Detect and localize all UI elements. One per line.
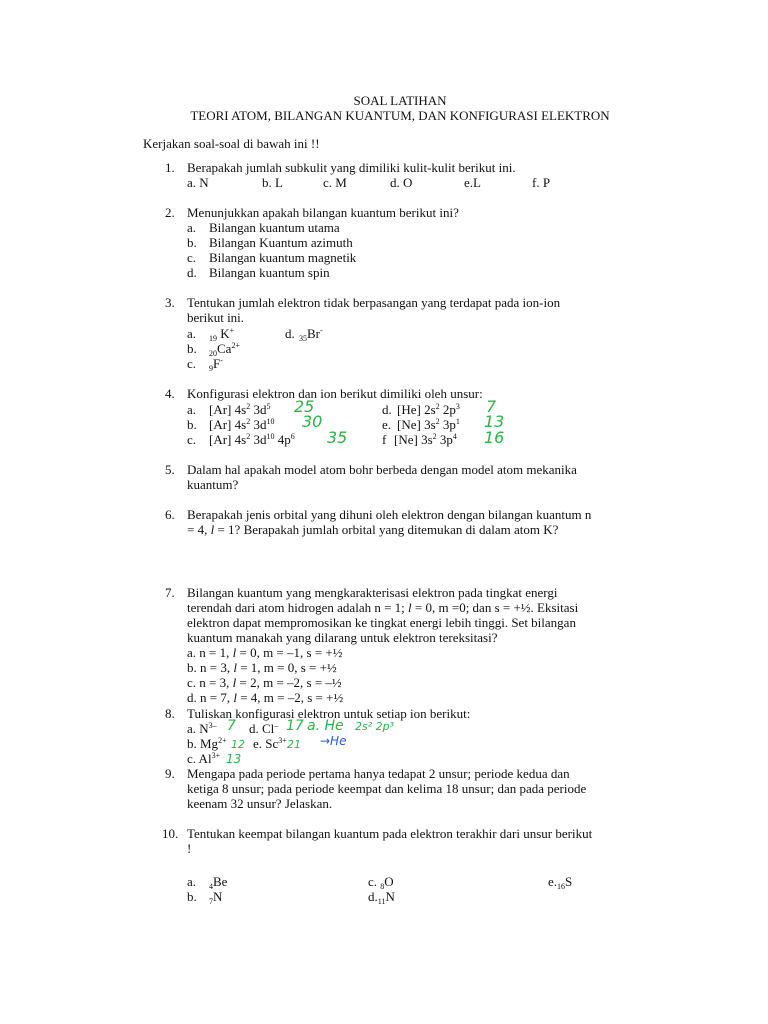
- element-be: $_4$Be: [209, 874, 228, 891]
- element-s: $e._{16}S$: [548, 874, 573, 891]
- option-label: a.: [187, 220, 197, 235]
- option: Bilangan kuantum spin: [209, 265, 330, 280]
- ion-mg: b. $Mg^{2+}$: [187, 736, 227, 751]
- ion-sc: e. $Sc^{3+}$: [253, 736, 287, 751]
- question-number: 8.: [165, 706, 175, 721]
- ion-ca: $_{20}Ca^{2+}$: [209, 341, 240, 358]
- config-c: [Ar] $4s^2$ $3d^{10}$ $4p^6$: [209, 432, 295, 447]
- option: Bilangan Kuantum azimuth: [209, 235, 353, 250]
- config-d: [He] $2s^2$ $2p^3$: [397, 402, 460, 417]
- question-text: Tuliskan konfigurasi elektron untuk setiap ion berikut:: [187, 706, 471, 721]
- ion-n: a. $N^{3-}$: [187, 721, 217, 736]
- option-label: f: [382, 432, 387, 447]
- ion-cl: d. Cl–: [249, 721, 279, 736]
- element-n: $_7$N: [209, 889, 223, 906]
- page-subtitle: TEORI ATOM, BILANGAN KUANTUM, DAN KONFIGURASI ELEKTRON: [190, 108, 610, 123]
- ion-k: $_{19}$ K+: [209, 326, 235, 343]
- ion-al: c. $Al^{3+}$: [187, 751, 221, 766]
- handwritten-answer: 21: [287, 738, 301, 751]
- option-label: b.: [187, 417, 197, 432]
- option: a. N: [187, 175, 209, 190]
- question-number: 1.: [165, 160, 175, 175]
- question-number: 6.: [165, 507, 175, 522]
- question-text: Menunjukkan apakah bilangan kuantum berikut ini?: [187, 205, 459, 220]
- question-number: 3.: [165, 295, 175, 310]
- option-label: e.: [382, 417, 392, 432]
- config-f: [Ne] $3s^2$ $3p^4$: [394, 432, 457, 447]
- ion-f: $_9$F-: [209, 356, 223, 373]
- option: a. n = 1, l = 0, m = –1, s = +½: [187, 645, 343, 660]
- option-label: c.: [187, 356, 197, 371]
- question-number: 7.: [165, 585, 175, 600]
- question-number: 2.: [165, 205, 175, 220]
- question-text: !: [187, 841, 192, 856]
- question-number: 4.: [165, 386, 175, 401]
- handwritten-answer: 17: [286, 718, 304, 734]
- question-text: Dalam hal apakah model atom bohr berbeda dengan model atom mekanika: [187, 462, 577, 477]
- handwritten-answer: a. He: [307, 718, 344, 734]
- option: d. n = 7, l = 4, m = –2, s = +½: [187, 690, 344, 705]
- option-label: a.: [187, 874, 197, 889]
- question-text: Berapakah jenis orbital yang dihuni oleh elektron dengan bilangan kuantum n: [187, 507, 592, 522]
- option-label: c.: [187, 250, 197, 265]
- question-text: Mengapa pada periode pertama hanya tedapat 2 unsur; periode kedua dan: [187, 766, 570, 781]
- option: d. O: [390, 175, 413, 190]
- handwritten-answer: 30: [302, 412, 323, 431]
- handwritten-answer: 2s² 2p³: [355, 720, 395, 733]
- option: c. M: [323, 175, 347, 190]
- handwritten-answer: 35: [327, 428, 348, 447]
- question-text: Tentukan keempat bilangan kuantum pada elektron terakhir dari unsur berikut: [187, 826, 593, 841]
- handwritten-answer: 7: [227, 718, 236, 734]
- option-label: c.: [187, 432, 197, 447]
- question-text: = 4, l = 1? Berapakah jumlah orbital yang ditemukan di dalam atom K?: [187, 522, 559, 537]
- option: c. n = 3, l = 2, m = –2, s = –½: [187, 675, 342, 690]
- question-text: keenam 32 unsur? Jelaskan.: [187, 796, 333, 811]
- option-label: b.: [187, 235, 197, 250]
- option-label: a.: [187, 326, 197, 341]
- config-e: [Ne] $3s^2$ $3p^1$: [397, 417, 460, 432]
- question-text: Konfigurasi elektron dan ion berikut dimiliki oleh unsur:: [187, 386, 483, 401]
- page-title: SOAL LATIHAN: [353, 93, 447, 108]
- question-number: 9.: [165, 766, 175, 781]
- element-na: $d._{11}N$: [368, 889, 395, 906]
- handwritten-answer: 13: [484, 412, 505, 431]
- option-label: b.: [187, 889, 197, 904]
- option: Bilangan kuantum utama: [209, 220, 340, 235]
- question-text: Bilangan kuantum yang mengkarakterisasi elektron pada tingkat energi: [187, 585, 558, 600]
- handwritten-answer: →He: [320, 734, 347, 748]
- option: b. n = 3, l = 1, m = 0, s = +½: [187, 660, 337, 675]
- option: Bilangan kuantum magnetik: [209, 250, 357, 265]
- option-label: d.: [285, 326, 295, 341]
- option-label: a.: [187, 402, 197, 417]
- config-b: [Ar] $4s^2$ $3d^{10}$: [209, 417, 275, 432]
- handwritten-answer: 7: [486, 397, 497, 416]
- handwritten-answer: 12: [231, 738, 245, 751]
- ion-br: $_{35}$Br-: [299, 326, 323, 343]
- instruction: Kerjakan soal-soal di bawah ini !!: [143, 136, 320, 151]
- question-text: elektron dapat mempromosikan ke tingkat energi lebih tinggi. Set bilangan: [187, 615, 576, 630]
- option-label: d.: [187, 265, 197, 280]
- option-label: b.: [187, 341, 197, 356]
- handwritten-answer: 13: [226, 752, 242, 766]
- option: f. P: [532, 175, 551, 190]
- option: e.L: [464, 175, 481, 190]
- question-text: kuantum?: [187, 477, 239, 492]
- question-text: berikut ini.: [187, 310, 245, 325]
- question-text: terendah dari atom hidrogen adalah n = 1; l = 0, m =0; dan s = +½. Eksitasi: [187, 600, 579, 615]
- question-text: Berapakah jumlah subkulit yang dimiliki kulit-kulit berikut ini.: [187, 160, 516, 175]
- question-text: kuantum manakah yang dilarang untuk elektron tereksitasi?: [187, 630, 498, 645]
- config-a: [Ar] $4s^2$ $3d^5$: [209, 402, 271, 417]
- question-text: Tentukan jumlah elektron tidak berpasangan yang terdapat pada ion-ion: [187, 295, 561, 310]
- option-label: d.: [382, 402, 392, 417]
- question-text: ketiga 8 unsur; pada periode keempat dan kelima 18 unsur; dan pada periode: [187, 781, 587, 796]
- option: b. L: [262, 175, 283, 190]
- element-o: c. $_8$O: [368, 874, 394, 891]
- handwritten-answer: 16: [484, 428, 505, 447]
- handwritten-answer: 25: [294, 397, 315, 416]
- question-number: 5.: [165, 462, 175, 477]
- question-number: 10.: [162, 826, 179, 841]
